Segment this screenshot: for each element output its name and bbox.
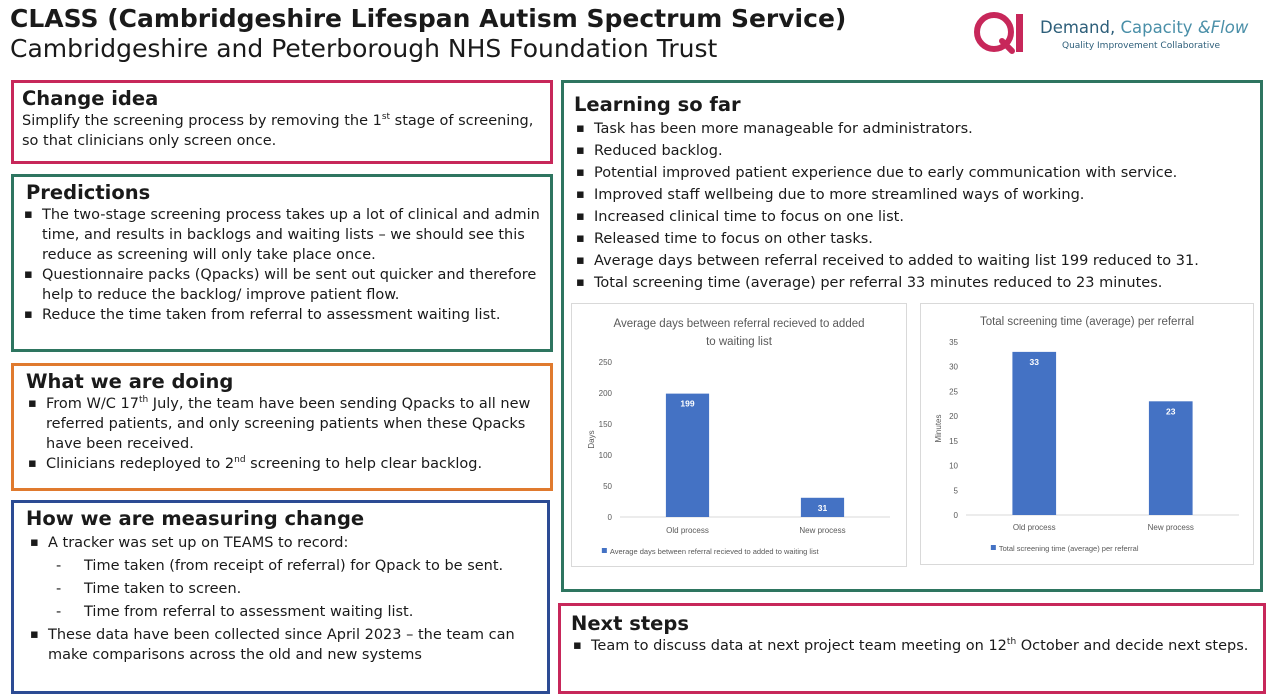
y-tick-label: 100 xyxy=(598,451,612,460)
qi-logo xyxy=(972,8,1268,58)
category-label: Old process xyxy=(666,526,709,535)
y-axis-label: Minutes xyxy=(934,414,943,443)
logo-wordmark: Demand, Capacity &Flow xyxy=(1040,18,1249,37)
doing-heading: What we are doing xyxy=(26,370,234,393)
y-tick-label: 0 xyxy=(953,511,958,520)
predictions-item: ▪ Reduce the time taken from referral to assessment waiting list. xyxy=(22,305,542,325)
data-label: 31 xyxy=(817,502,828,513)
chart-days-svg xyxy=(572,304,906,566)
y-tick-label: 30 xyxy=(949,362,958,372)
learning-item: ▪ Total screening time (average) per referral 33 minutes reduced to 23 minutes. xyxy=(574,273,1252,293)
chart-title: Total screening time (average) per referral xyxy=(979,316,1195,328)
y-tick-label: 35 xyxy=(949,338,958,347)
learning-item: ▪ Reduced backlog. xyxy=(574,141,1252,161)
legend-swatch xyxy=(991,545,996,550)
doing-panel xyxy=(11,363,553,491)
doing-item: ▪ Clinicians redeployed to 2nd screening to help clear backlog. xyxy=(26,454,542,474)
bar xyxy=(666,394,709,517)
learning-item: ▪ Released time to focus on other tasks. xyxy=(574,229,1252,249)
measuring-subitem: - Time from referral to assessment waiting list. xyxy=(28,602,539,622)
bar xyxy=(1012,352,1056,515)
next-steps-heading: Next steps xyxy=(571,612,689,635)
category-label: New process xyxy=(1147,523,1194,532)
predictions-item: ▪ The two-stage screening process takes up a lot of clinical and admin time, and results in backlogs and waiting lists – we should see this reduce as screening will only take place once. xyxy=(22,205,542,265)
measuring-heading: How we are measuring change xyxy=(26,507,365,530)
legend-label: Average days between referral recieved to added to waiting list xyxy=(609,547,819,556)
learning-item: ▪ Average days between referral received to added to waiting list 199 reduced to 31. xyxy=(574,251,1252,271)
chart-minutes xyxy=(920,303,1254,565)
chart-minutes-svg xyxy=(921,304,1253,564)
measuring-item: ▪ A tracker was set up on TEAMS to record: xyxy=(28,533,539,553)
y-axis-label: Days xyxy=(587,430,596,449)
next-steps-item: ▪ Team to discuss data at next project team meeting on 12th October and decide next steps. xyxy=(571,636,1255,656)
next-steps-panel xyxy=(558,603,1266,694)
predictions-item: ▪ Questionnaire packs (Qpacks) will be sent out quicker and therefore help to reduce the backlog/ improve patient flow. xyxy=(22,265,542,305)
measuring-subitem: - Time taken (from receipt of referral) for Qpack to be sent. xyxy=(28,556,539,576)
chart-days xyxy=(571,303,907,567)
y-tick-label: 0 xyxy=(607,513,612,522)
chart-title: Average days between referral recieved to added xyxy=(613,318,865,330)
legend-swatch xyxy=(602,548,607,553)
y-tick-label: 5 xyxy=(953,486,958,496)
learning-item: ▪ Task has been more manageable for administrators. xyxy=(574,119,1252,139)
learning-item: ▪ Potential improved patient experience due to early communication with service. xyxy=(574,163,1252,183)
legend-label: Total screening time (average) per referral xyxy=(998,544,1139,553)
y-tick-label: 200 xyxy=(598,389,612,398)
data-label: 33 xyxy=(1029,356,1039,367)
y-tick-label: 250 xyxy=(598,358,612,367)
chart-title: to waiting list xyxy=(706,336,772,348)
bar xyxy=(1149,401,1193,515)
measuring-subitem: - Time taken to screen. xyxy=(28,579,539,599)
measuring-item: ▪ These data have been collected since April 2023 – the team can make comparisons across the old and new systems xyxy=(28,625,539,665)
change-idea-heading: Change idea xyxy=(22,87,159,110)
data-label: 23 xyxy=(1166,406,1176,417)
predictions-panel xyxy=(11,174,553,352)
y-tick-label: 15 xyxy=(949,436,958,446)
learning-heading: Learning so far xyxy=(574,93,741,116)
y-tick-label: 20 xyxy=(949,412,958,422)
poster-subtitle: Cambridgeshire and Peterborough NHS Foundation Trust xyxy=(10,34,718,63)
y-tick-label: 10 xyxy=(949,461,958,471)
y-tick-label: 25 xyxy=(949,387,958,397)
doing-item: ▪ From W/C 17th July, the team have been sending Qpacks to all new referred patients, and only screening patients when these Qpacks have been received. xyxy=(26,394,542,454)
change-idea-panel xyxy=(11,80,553,164)
predictions-heading: Predictions xyxy=(26,181,151,204)
y-tick-label: 50 xyxy=(603,482,612,491)
change-idea-text: Simplify the screening process by removing the 1st stage of screening, so that clinicians only screen once. xyxy=(22,112,534,149)
category-label: New process xyxy=(799,526,846,535)
qi-logo-icon xyxy=(972,8,1028,56)
category-label: Old process xyxy=(1012,523,1056,532)
learning-item: ▪ Increased clinical time to focus on one list. xyxy=(574,207,1252,227)
y-tick-label: 150 xyxy=(598,420,612,429)
poster-title: CLASS (Cambridgeshire Lifespan Autism Spectrum Service) xyxy=(10,4,847,33)
data-label: 199 xyxy=(680,398,695,409)
measuring-panel xyxy=(11,500,550,694)
logo-subtitle: Quality Improvement Collaborative xyxy=(1062,41,1221,51)
learning-item: ▪ Improved staff wellbeing due to more streamlined ways of working. xyxy=(574,185,1252,205)
